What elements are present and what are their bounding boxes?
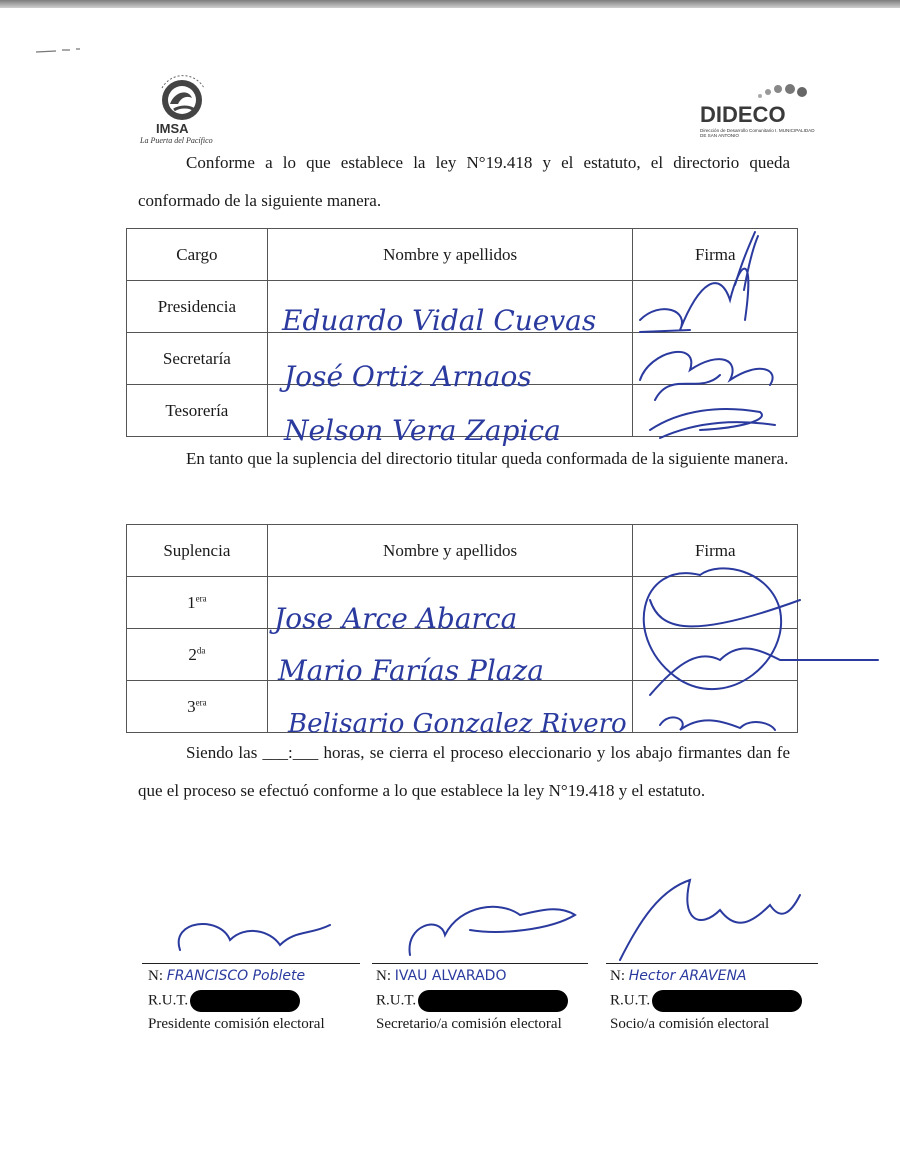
signature-line	[606, 963, 818, 964]
cargo-cell: Presidencia	[127, 281, 268, 333]
firma-cell	[633, 385, 798, 437]
header-firma: Firma	[633, 525, 798, 577]
cargo-cell: Tesorería	[127, 385, 268, 437]
table-header-row	[127, 229, 798, 281]
scan-top-edge	[0, 0, 900, 8]
nombre-cell	[267, 681, 633, 733]
table-row	[127, 281, 798, 333]
n-label: N:	[610, 968, 625, 984]
header-suplencia: Suplencia	[127, 525, 268, 577]
header-cargo: Cargo	[127, 229, 268, 281]
signature-president-commission	[179, 924, 330, 950]
suplencia-number-cell	[127, 681, 268, 733]
redacted-rut	[190, 990, 300, 1012]
rut-label: R.U.T.	[610, 992, 651, 1009]
handwritten-name-tesoreria: Nelson Vera Zapica	[284, 414, 561, 447]
table-row	[127, 333, 798, 385]
redacted-rut	[652, 990, 802, 1012]
nombre-cell	[267, 281, 633, 333]
table-row	[127, 681, 798, 733]
handwritten-name: FRANCISCO Poblete	[166, 968, 306, 984]
intro-paragraph: Conforme a lo que establece la ley N°19.418 y el estatuto, el directorio queda conformado de la siguiente manera.	[138, 153, 790, 210]
signature-block-member	[610, 968, 802, 1033]
n-label: N:	[148, 968, 163, 984]
firma-cell	[633, 281, 798, 333]
scan-mark	[36, 48, 106, 54]
firma-cell	[633, 333, 798, 385]
ordinal-number: 3	[187, 696, 196, 716]
suplencia-number-cell	[127, 577, 268, 629]
handwritten-name-suplencia-2: Mario Farías Plaza	[278, 654, 544, 687]
dideco-logo-name: DIDECO	[700, 102, 786, 127]
handwritten-name: IVAU ALVARADO	[394, 968, 507, 984]
ordinal-suffix: da	[196, 644, 206, 655]
table-row	[127, 577, 798, 629]
rut-label: R.U.T.	[148, 992, 189, 1009]
suplencia-number-cell	[127, 629, 268, 681]
signature-secretary-commission	[410, 907, 575, 955]
handwritten-name-suplencia-1: Jose Arce Abarca	[274, 602, 518, 635]
ordinal-number: 1	[187, 592, 196, 612]
n-label: N:	[376, 968, 391, 984]
header-nombre: Nombre y apellidos	[267, 525, 633, 577]
handwritten-name: Hector ARAVENA	[628, 968, 747, 984]
signature-role: Socio/a comisión electoral	[610, 1016, 770, 1032]
ordinal-suffix: era	[195, 696, 207, 707]
suplencia-paragraph: En tanto que la suplencia del directorio titular queda conformada de la siguiente manera.	[186, 449, 789, 468]
ordinal-suffix: era	[195, 592, 207, 603]
header-nombre: Nombre y apellidos	[267, 229, 633, 281]
signature-block-secretary	[376, 968, 568, 1033]
cargo-cell: Secretaría	[127, 333, 268, 385]
signature-member-commission	[620, 880, 800, 960]
nombre-cell	[267, 333, 633, 385]
firma-cell	[633, 577, 798, 629]
nombre-cell	[267, 577, 633, 629]
imsa-logo-name: IMSA	[156, 121, 189, 136]
closing-paragraph: Siendo las ___:___ horas, se cierra el proceso eleccionario y los abajo firmantes dan fe que el proceso se efectuó conforme a lo que establece la ley N°19.418 y el estatuto.	[138, 743, 790, 800]
header-firma: Firma	[633, 229, 798, 281]
signature-line	[142, 963, 360, 964]
directorio-table	[126, 228, 798, 437]
handwritten-name-secretaria: José Ortiz Arnaos	[284, 360, 532, 393]
rut-label: R.U.T.	[376, 992, 417, 1009]
imsa-logo-tagline: La Puerta del Pacífico	[140, 136, 213, 145]
table-header-row	[127, 525, 798, 577]
nombre-cell	[267, 385, 633, 437]
signature-line	[372, 963, 588, 964]
dideco-logo-subtitle: Dirección de Desarrollo Comunitario I. MUNICIPALIDAD DE SAN ANTONIO	[700, 128, 815, 138]
suplencia-table	[126, 524, 798, 733]
handwritten-name-presidencia: Eduardo Vidal Cuevas	[282, 304, 597, 337]
signature-block-president	[148, 968, 325, 1033]
ordinal-number: 2	[188, 644, 197, 664]
redacted-rut	[418, 990, 568, 1012]
table-row	[127, 385, 798, 437]
nombre-cell	[267, 629, 633, 681]
table-row	[127, 629, 798, 681]
firma-cell	[633, 629, 798, 681]
signature-role: Presidente comisión electoral	[148, 1016, 325, 1032]
signature-role: Secretario/a comisión electoral	[376, 1016, 562, 1032]
firma-cell	[633, 681, 798, 733]
handwritten-name-suplencia-3: Belisario Gonzalez Rivero	[288, 709, 627, 739]
